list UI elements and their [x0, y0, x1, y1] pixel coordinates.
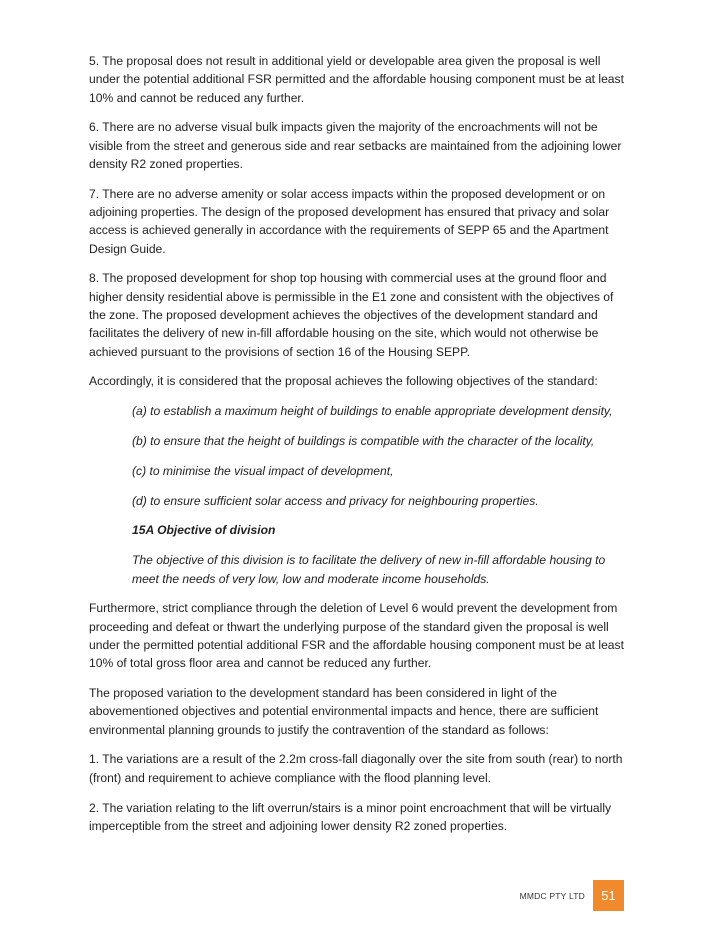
paragraph-7: 7. There are no adverse amenity or solar access impacts within the proposed development or on adjoining properties. The design of the proposed development has ensured that privacy and solar access is achieved generally in accordance with the requirements of SEPP 65 and the Apartment Design Guide. — [89, 186, 610, 256]
footer-company-name: MMDC PTY LTD — [519, 890, 585, 901]
paragraph-variation: The proposed variation to the development standard has been considered in light of the abovementioned objectives and potential environmental impacts and hence, there are sufficient environmental planning grounds to justify the contravention of the standard as follows: — [89, 686, 599, 737]
division-objective-text: The objective of this division is to facilitate the delivery of new in-fill affordable housing to meet the needs of very low, low and moderate income households. — [132, 553, 606, 586]
objective-a: (a) to establish a maximum height of buildings to enable appropriate development density, — [132, 404, 613, 419]
heading-15a: 15A Objective of division — [132, 523, 276, 538]
paragraph-6: 6. There are no adverse visual bulk impacts given the majority of the encroachments will not be visible from the street and generous side and rear setbacks are maintained from the adjoining lower density R2 zoned properties. — [89, 120, 622, 171]
page-number-badge: 51 — [593, 880, 624, 911]
objective-c: (c) to minimise the visual impact of development, — [132, 463, 394, 478]
paragraph-5: 5. The proposal does not result in additional yield or developable area given the proposal is well under the potential additional FSR permitted and the affordable housing component must be at least 10% and cannot be reduced any further. — [89, 54, 624, 105]
paragraph-8: 8. The proposed development for shop top housing with commercial uses at the ground floor and higher density residential above is permissible in the E1 zone and consistent with the objectives of the zone. The proposed development achieves the objectives of the development standard and facilitates the delivery of new in-fill affordable housing on the site, which would not otherwise be achieved pursuant to the provisions of section 16 of the Housing SEPP. — [89, 271, 614, 359]
list-item-2: 2. The variation relating to the lift overrun/stairs is a minor point encroachment that will be virtually imperceptible from the street and adjoining lower density R2 zoned properties. — [89, 800, 612, 833]
objective-b: (b) to ensure that the height of buildings is compatible with the character of the locality, — [132, 434, 595, 449]
paragraph-accordingly: Accordingly, it is considered that the proposal achieves the following objectives of the standard: — [89, 374, 598, 389]
page-footer — [520, 880, 624, 911]
list-item-1: 1. The variations are a result of the 2.2m cross-fall diagonally over the site from south (rear) to north (front) and requirement to achieve compliance with the flood planning level. — [89, 752, 623, 785]
objective-d: (d) to ensure sufficient solar access and privacy for neighbouring properties. — [132, 493, 539, 508]
page-body — [89, 52, 629, 847]
paragraph-furthermore: Furthermore, strict compliance through the deletion of Level 6 would prevent the development from proceeding and defeat or thwart the underlying purpose of the standard given the proposal is well under the permitted potential additional FSR and the affordable housing component must be at least 10% of total gross floor area and cannot be reduced any further. — [89, 601, 624, 671]
